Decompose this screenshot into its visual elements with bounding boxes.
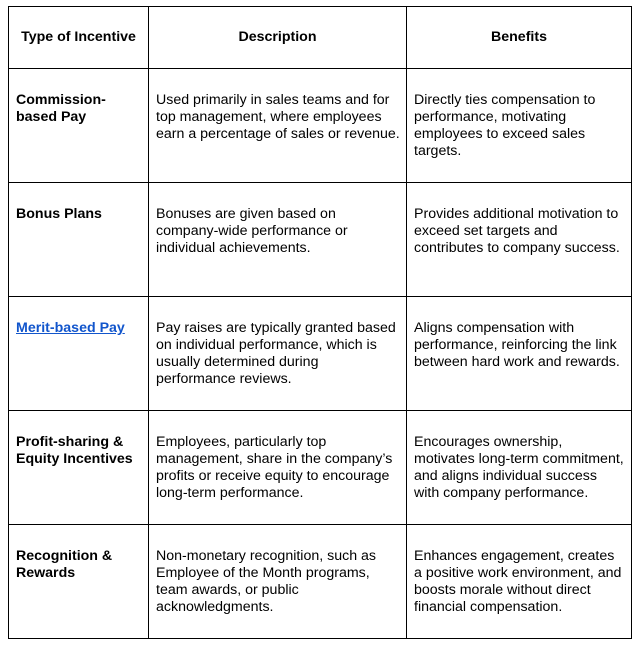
cell-benefits <box>407 411 632 525</box>
table-row <box>9 69 632 183</box>
cell-benefits <box>407 183 632 297</box>
incentive-type-label: Commission-based Pay <box>16 92 106 125</box>
incentive-benefits: Enhances engagement, creates a positive work environment, and boosts morale without direct financial compensation. <box>414 548 622 615</box>
table-header-row <box>9 7 632 69</box>
cell-description <box>149 183 407 297</box>
header-benefits-label: Benefits <box>491 29 547 45</box>
cell-type <box>9 525 149 639</box>
incentive-benefits: Directly ties compensation to performance, motivating employees to exceed sales targets. <box>414 92 596 159</box>
incentive-type-label: Profit-sharing & Equity Incentives <box>16 434 133 467</box>
incentive-benefits: Encourages ownership, motivates long-term commitment, and aligns individual success with company performance. <box>414 434 624 501</box>
table-row <box>9 183 632 297</box>
cell-description <box>149 69 407 183</box>
incentive-description: Non-monetary recognition, such as Employee of the Month programs, team awards, or public acknowledgments. <box>156 548 377 615</box>
incentive-benefits: Provides additional motivation to exceed set targets and contributes to company success. <box>414 206 620 256</box>
header-description <box>149 7 407 69</box>
incentive-benefits: Aligns compensation with performance, reinforcing the link between hard work and rewards. <box>414 320 620 370</box>
cell-description <box>149 525 407 639</box>
cell-description <box>149 297 407 411</box>
incentive-description: Employees, particularly top management, share in the company’s profits or receive equity to encourage long-term performance. <box>156 434 393 501</box>
table-row <box>9 525 632 639</box>
header-description-label: Description <box>238 29 317 45</box>
header-benefits <box>407 7 632 69</box>
cell-type <box>9 69 149 183</box>
table-row <box>9 297 632 411</box>
cell-benefits <box>407 525 632 639</box>
cell-description <box>149 411 407 525</box>
cell-type <box>9 183 149 297</box>
merit-based-pay-link[interactable]: Merit-based Pay <box>16 320 125 336</box>
cell-type <box>9 297 149 411</box>
header-type-label: Type of Incentive <box>21 29 136 45</box>
incentive-description: Bonuses are given based on company-wide performance or individual achievements. <box>156 206 348 256</box>
incentive-description: Pay raises are typically granted based on individual performance, which is usually determined during performance reviews. <box>156 320 396 387</box>
incentives-table <box>8 6 632 639</box>
cell-benefits <box>407 69 632 183</box>
cell-benefits <box>407 297 632 411</box>
cell-type <box>9 411 149 525</box>
incentive-description: Used primarily in sales teams and for top management, where employees earn a percentage of sales or revenue. <box>156 92 400 142</box>
incentive-type-label: Recognition & Rewards <box>16 548 113 581</box>
incentive-type-label: Bonus Plans <box>16 206 102 222</box>
table-row <box>9 411 632 525</box>
header-type <box>9 7 149 69</box>
